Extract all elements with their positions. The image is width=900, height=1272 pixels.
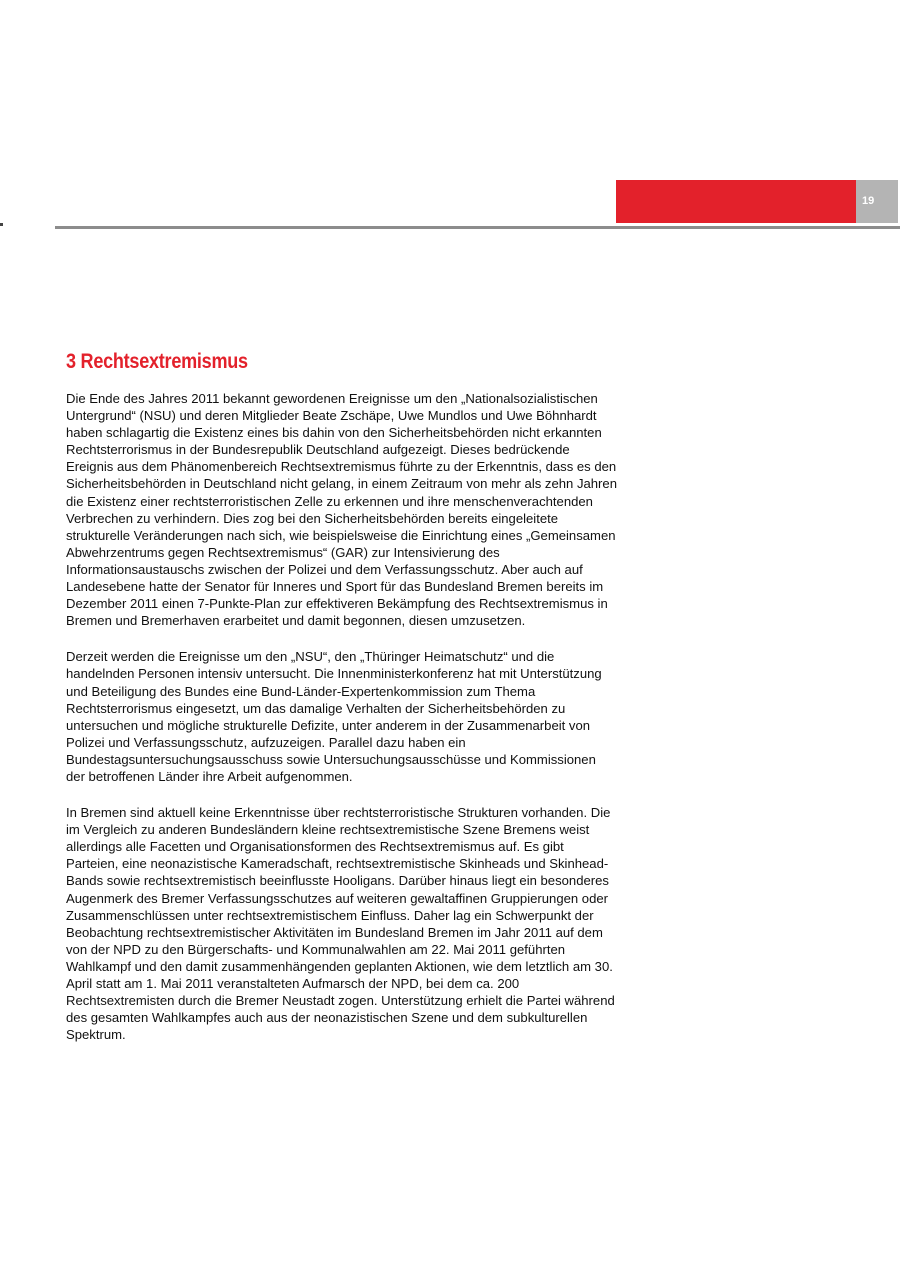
paragraph-bremen-situation: In Bremen sind aktuell keine Erkenntnisse über rechtsterroristische Strukturen vorhanden. Die im Vergleich zu anderen Bundesländern kleine rechtsextremistische Szene Bremens weist allerdings alle Facetten und Organisationsformen des Rechtsextremismus auf. Es gibt Parteien, eine neonazistische Kameradschaft, rechtsextremistische Skinheads und Skinhead-Bands sowie rechtsextremistisch beeinflusste Hooligans. Darüber hinaus liegt ein besonderes Augenmerk des Bremer Verfassungsschutzes auf weiteren gewaltaffinen Gruppierungen oder Zusammenschlüssen unter rechtsextremistischem Einfluss. Daher lag ein Schwerpunkt der Beobachtung rechtsextremistischer Aktivitäten im Bundesland Bremen im Jahr 2011 auf dem von der NPD zu den Bürgerschafts- und Kommunalwahlen am 22. Mai 2011 geführten Wahlkampf und den damit zusammenhängenden geplanten Aktionen, wie dem letztlich am 30. April statt am 1. Mai 2011 veranstalteten Aufmarsch der NPD, bei dem ca. 200 Rechtsextremisten durch die Bremer Neustadt zogen. Unterstützung erhielt die Partei während des gesamten Wahlkampfes auch aus der neonazistischen Szene und dem subkulturellen Spektrum. bbox=[66, 805, 615, 1043]
paragraph-investigations: Derzeit werden die Ereignisse um den „NSU“, den „Thüringer Heimatschutz“ und die handelnden Personen intensiv untersucht. Die Innenministerkonferenz hat mit Unterstützung und Beteiligung des Bundes eine Bund-Länder-Expertenkommission zum Thema Rechtsterrorismus eingesetzt, um das damalige Verhalten der Sicherheitsbehörden zu untersuchen und mögliche strukturelle Defizite, unter anderem in der Zusammenarbeit von Polizei und Verfassungsschutz, aufzuzeigen. Parallel dazu haben ein Bundestagsuntersuchungsausschuss sowie Untersuchungsausschüsse und Kommissionen der betroffenen Länder ihre Arbeit aufgenommen. bbox=[66, 649, 602, 784]
section-content bbox=[66, 350, 618, 1062]
header-divider bbox=[55, 226, 900, 229]
section-heading: 3 Rechtsextremismus bbox=[66, 350, 248, 373]
paragraph-nsu-events: Die Ende des Jahres 2011 bekannt gewordenen Ereignisse um den „Nationalsozialistischen Untergrund“ (NSU) und deren Mitglieder Beate Zschäpe, Uwe Mundlos und Uwe Böhnhardt haben schlagartig die Existenz eines bis dahin von den Sicherheitsbehörden nicht erkannten Rechtsterrorismus in der Bundesrepublik Deutschland aufgezeigt. Dieses bedrückende Ereignis aus dem Phänomenbereich Rechtsextremismus führte zu der Erkenntnis, dass es den Sicherheitsbehörden in Deutschland nicht gelang, in einem Zeitraum von mehr als zehn Jahren die Existenz einer rechtsterroristischen Zelle zu erkennen und ihre menschenverachtenden Verbrechen zu verhindern. Dies zog bei den Sicherheitsbehörden bereits eingeleitete strukturelle Veränderungen nach sich, wie beispielsweise die Einrichtung eines „Gemeinsamen Abwehrzentrums gegen Rechtsextremismus“ (GAR) zur Intensivierung des Informationsaustauschs zwischen der Polizei und dem Verfassungsschutz. Aber auch auf Landesebene hatte der Senator für Inneres und Sport für das Bundesland Bremen bereits im Dezember 2011 einen 7-Punkte-Plan zur effektiveren Bekämpfung des Rechtsextremismus in Bremen und Bremerhaven erarbeitet und damit begonnen, diesen umzusetzen. bbox=[66, 391, 617, 629]
page-edge-mark bbox=[0, 223, 3, 226]
header-accent-bar bbox=[616, 180, 856, 223]
page-number: 19 bbox=[856, 180, 898, 223]
